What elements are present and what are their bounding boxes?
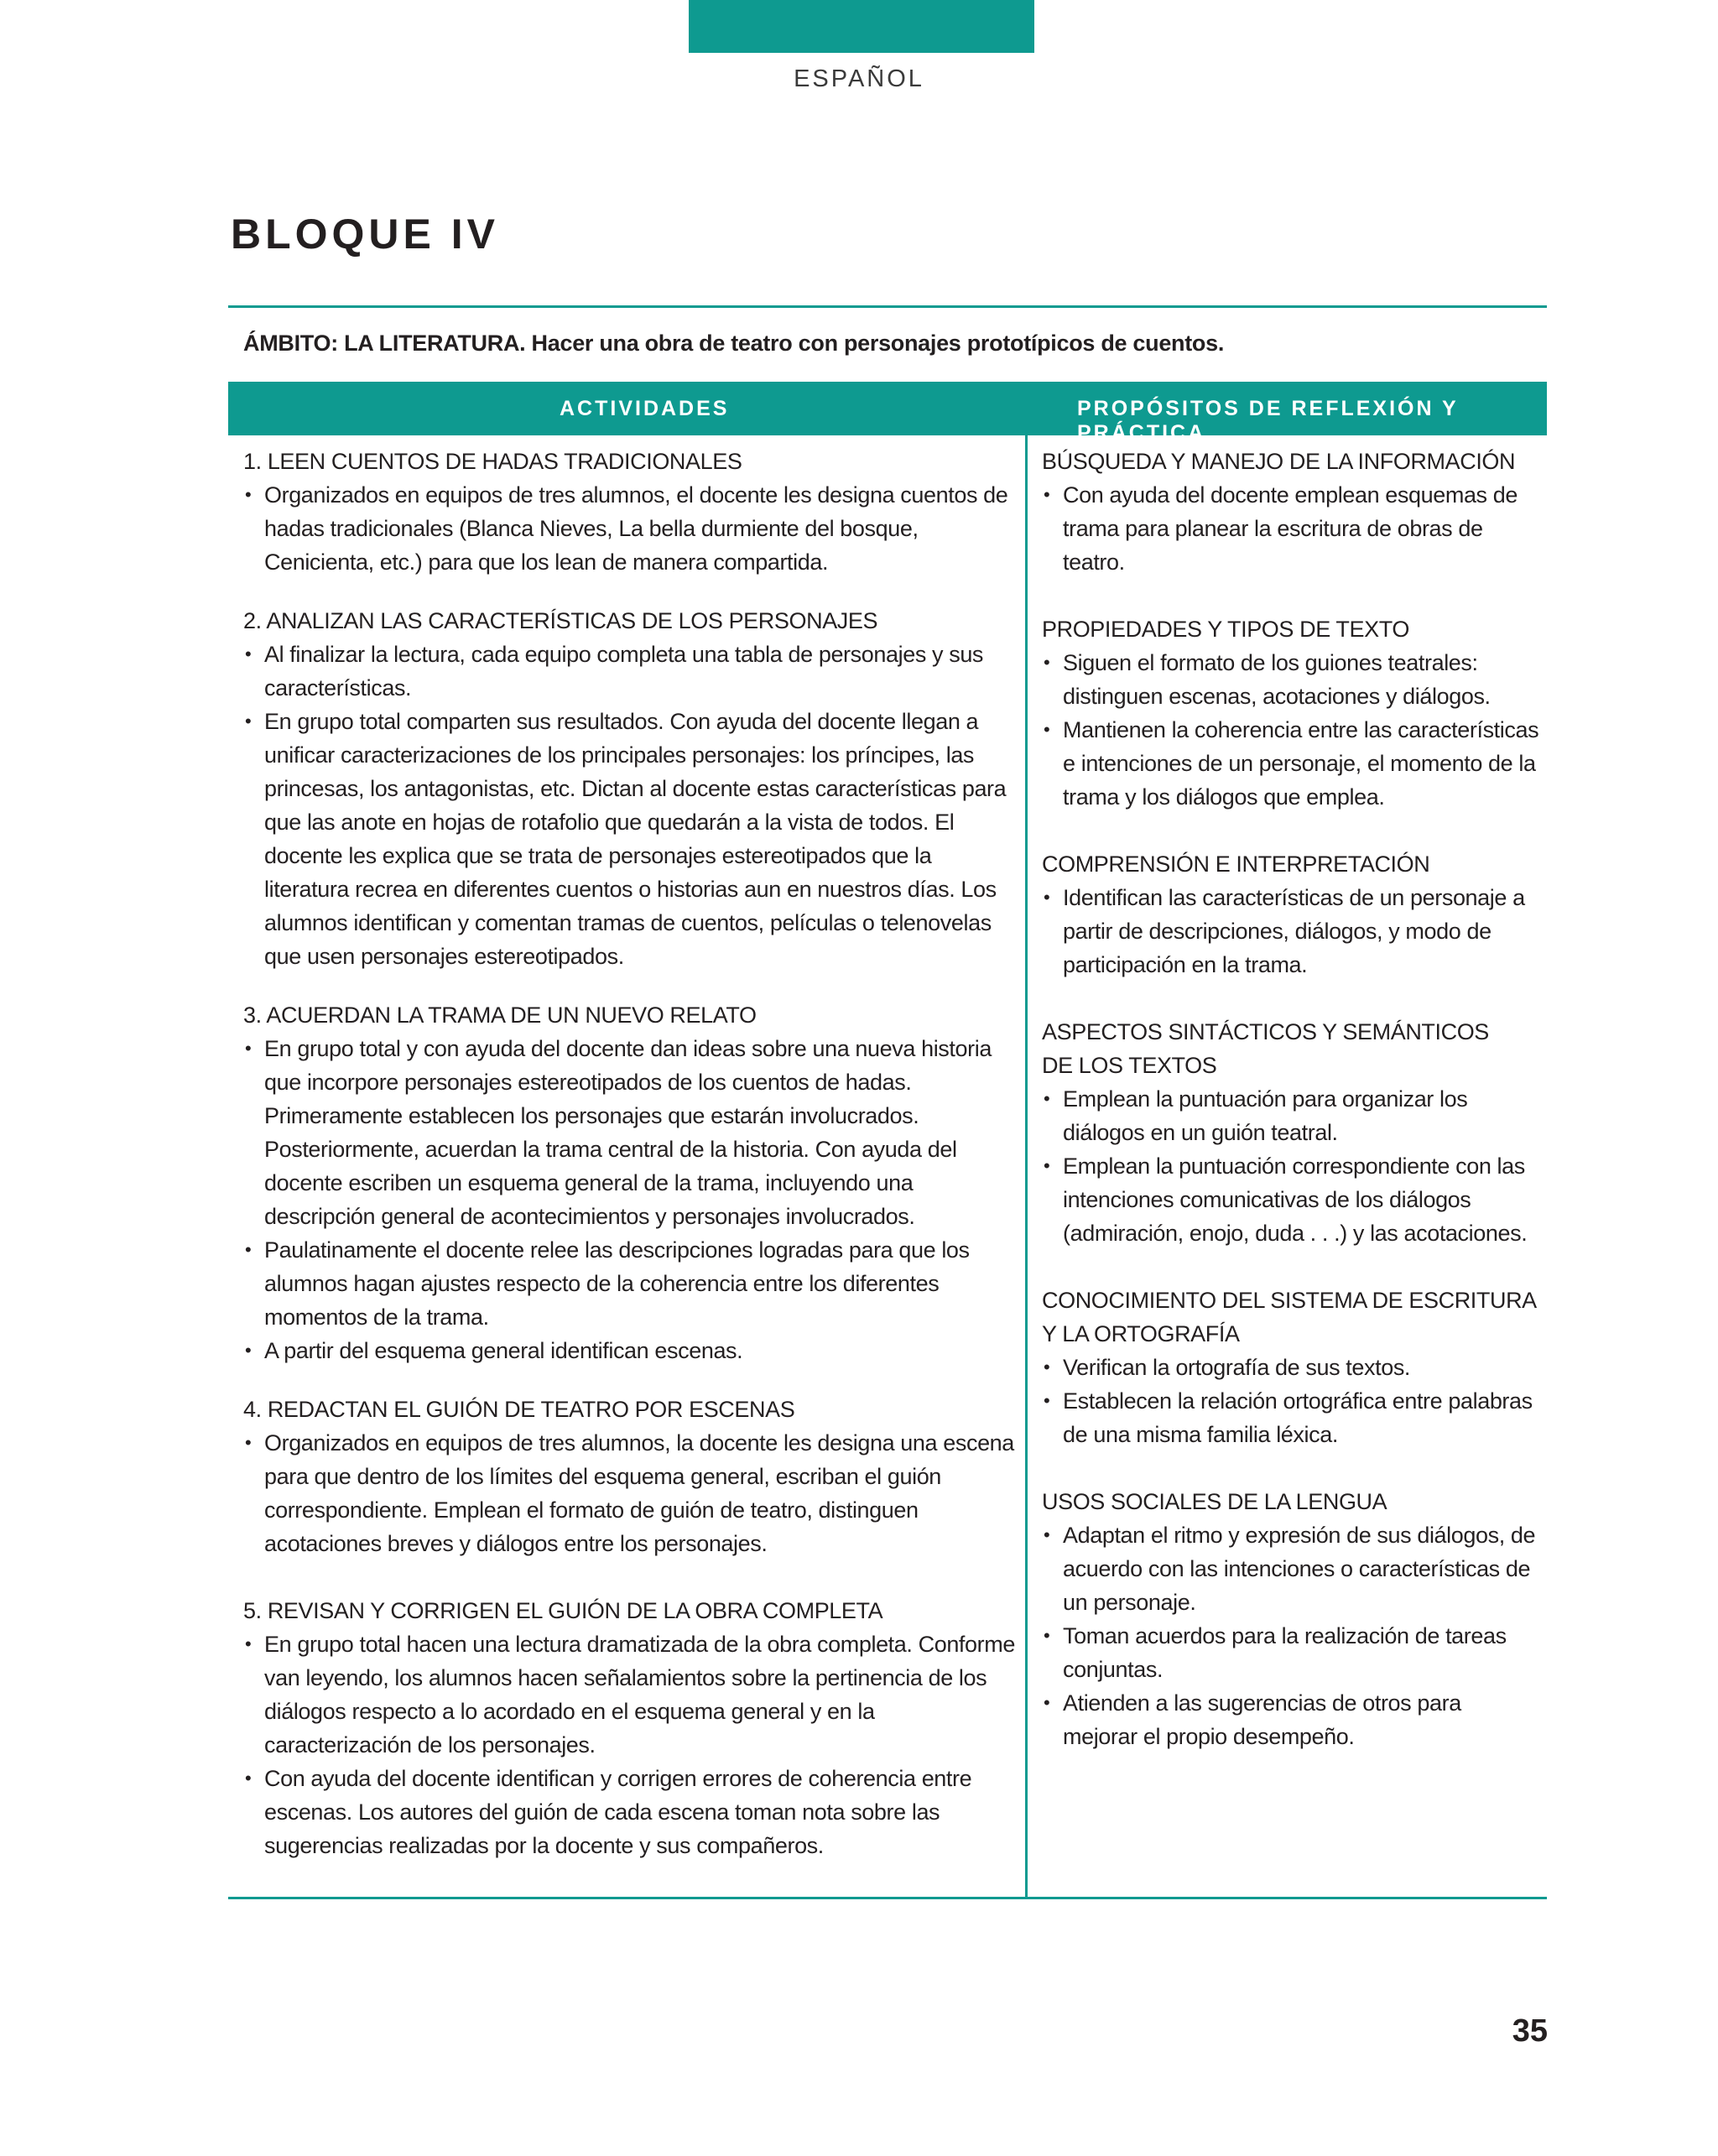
- purpose-item: • Verifican la ortografía de sus textos.: [1042, 1351, 1540, 1384]
- purpose-item: • Emplean la puntuación correspondiente con las intenciones comunicativas de los diálogos (admiración, enojo, duda . . .) y las acotaciones.: [1042, 1149, 1540, 1250]
- activity-title: 5. REVISAN Y CORRIGEN EL GUIÓN DE LA OBRA COMPLETA: [243, 1598, 883, 1623]
- purpose-section: [1042, 1015, 1540, 1250]
- header-tab: [689, 0, 1034, 53]
- purposes-column: [1042, 445, 1540, 1787]
- purpose-item: • Toman acuerdos para la realización de tareas conjuntas.: [1042, 1619, 1540, 1686]
- purpose-title: PROPIEDADES Y TIPOS DE TEXTO: [1042, 617, 1409, 642]
- purpose-title: ASPECTOS SINTÁCTICOS Y SEMÁNTICOS DE LOS TEXTOS: [1042, 1019, 1489, 1078]
- column-divider: [1025, 435, 1028, 1897]
- ambito-label: ÁMBITO: LA LITERATURA.: [243, 331, 526, 356]
- activity-item: • A partir del esquema general identifican escenas.: [243, 1334, 1019, 1367]
- page-number: 35: [1512, 2013, 1548, 2049]
- purpose-section: [1042, 612, 1540, 814]
- activity-item: • Organizados en equipos de tres alumnos, el docente les designa cuentos de hadas tradicionales (Blanca Nieves, La bella durmiente del bosque, Cenicienta, etc.) para que los lean de manera compartida.: [243, 478, 1019, 579]
- activity-item: • Con ayuda del docente identifican y corrigen errores de coherencia entre escenas. Los autores del guión de cada escena toman nota sobre las sugerencias realizadas por la docente y sus compañeros.: [243, 1762, 1019, 1862]
- activity-section: [243, 445, 1019, 579]
- activity-title: 1. LEEN CUENTOS DE HADAS TRADICIONALES: [243, 449, 742, 474]
- bottom-rule: [228, 1897, 1547, 1899]
- table-header: [228, 382, 1547, 445]
- purpose-section: [1042, 1485, 1540, 1753]
- activity-section: [243, 604, 1019, 973]
- activity-item: • En grupo total hacen una lectura dramatizada de la obra completa. Conforme van leyendo, los alumnos hacen señalamientos sobre la pertinencia de los diálogos respecto a lo acordado en el esquema general y en la caracterización de los personajes.: [243, 1627, 1019, 1762]
- purpose-section: [1042, 445, 1540, 579]
- purpose-title: CONOCIMIENTO DEL SISTEMA DE ESCRITURA Y LA ORTOGRAFÍA: [1042, 1288, 1537, 1346]
- subject-label: ESPAÑOL: [794, 65, 924, 92]
- purpose-item: • Mantienen la coherencia entre las características e intenciones de un personaje, el momento de la trama y los diálogos que emplea.: [1042, 713, 1540, 814]
- activity-title: 2. ANALIZAN LAS CARACTERÍSTICAS DE LOS PERSONAJES: [243, 608, 878, 633]
- activity-item: • En grupo total y con ayuda del docente dan ideas sobre una nueva historia que incorpore personajes estereotipados de los cuentos de hadas. Primeramente establecen los personajes que estarán involucrados. Posteriormente, acuerdan la trama central de la historia. Con ayuda del docente escriben un esquema general de la trama, incluyendo una descripción general de acontecimientos y personajes involucrados.: [243, 1032, 1019, 1233]
- purpose-title: USOS SOCIALES DE LA LENGUA: [1042, 1489, 1387, 1514]
- purpose-item: • Emplean la puntuación para organizar los diálogos en un guión teatral.: [1042, 1082, 1540, 1149]
- activity-section: [243, 1393, 1019, 1560]
- activities-header: ACTIVIDADES: [560, 397, 730, 420]
- activity-title: 3. ACUERDAN LA TRAMA DE UN NUEVO RELATO: [243, 1002, 757, 1028]
- ambito-text: Hacer una obra de teatro con personajes prototípicos de cuentos.: [525, 331, 1225, 356]
- top-rule: [228, 305, 1547, 308]
- activity-item: • Organizados en equipos de tres alumnos, la docente les designa una escena para que dentro de los límites del esquema general, escriban el guión correspondiente. Emplean el formato de guión de teatro, distinguen acotaciones breves y diálogos entre los personajes.: [243, 1426, 1019, 1560]
- purpose-section: [1042, 847, 1540, 982]
- activities-column: [243, 445, 1019, 1888]
- activity-item: • Al finalizar la lectura, cada equipo completa una tabla de personajes y sus características.: [243, 638, 1019, 705]
- purpose-item: • Adaptan el ritmo y expresión de sus diálogos, de acuerdo con las intenciones o características de un personaje.: [1042, 1518, 1540, 1619]
- purpose-section: [1042, 1284, 1540, 1451]
- activity-item: • Paulatinamente el docente relee las descripciones logradas para que los alumnos hagan ajustes respecto de la coherencia entre los diferentes momentos de la trama.: [243, 1233, 1019, 1334]
- purpose-item: • Siguen el formato de los guiones teatrales: distinguen escenas, acotaciones y diálogos.: [1042, 646, 1540, 713]
- block-title: BLOQUE IV: [231, 211, 500, 258]
- purpose-item: • Identifican las características de un personaje a partir de descripciones, diálogos, y modo de participación en la trama.: [1042, 881, 1540, 982]
- purposes-header: PROPÓSITOS DE REFLEXIÓN Y PRÁCTICA: [1077, 397, 1459, 445]
- activity-title: 4. REDACTAN EL GUIÓN DE TEATRO POR ESCENAS: [243, 1397, 795, 1422]
- purpose-item: • Con ayuda del docente emplean esquemas de trama para planear la escritura de obras de teatro.: [1042, 478, 1540, 579]
- activity-section: [243, 998, 1019, 1367]
- ambito-line: [243, 331, 1224, 357]
- purpose-title: COMPRENSIÓN E INTERPRETACIÓN: [1042, 851, 1430, 877]
- purpose-item: • Establecen la relación ortográfica entre palabras de una misma familia léxica.: [1042, 1384, 1540, 1451]
- activity-section: [243, 1594, 1019, 1862]
- activity-item: • En grupo total comparten sus resultados. Con ayuda del docente llegan a unificar caracterizaciones de los principales personajes: los príncipes, las princesas, los antagonistas, etc. Dictan al docente estas características para que las anote en hojas de rotafolio que quedarán a la vista de todos. El docente les explica que se trata de personajes estereotipados que la literatura recrea en diferentes cuentos o historias aun en nuestros días. Los alumnos identifican y comentan tramas de cuentos, películas o telenovelas que usen personajes estereotipados.: [243, 705, 1019, 973]
- purpose-title: BÚSQUEDA Y MANEJO DE LA INFORMACIÓN: [1042, 449, 1516, 474]
- purpose-item: • Atienden a las sugerencias de otros para mejorar el propio desempeño.: [1042, 1686, 1540, 1753]
